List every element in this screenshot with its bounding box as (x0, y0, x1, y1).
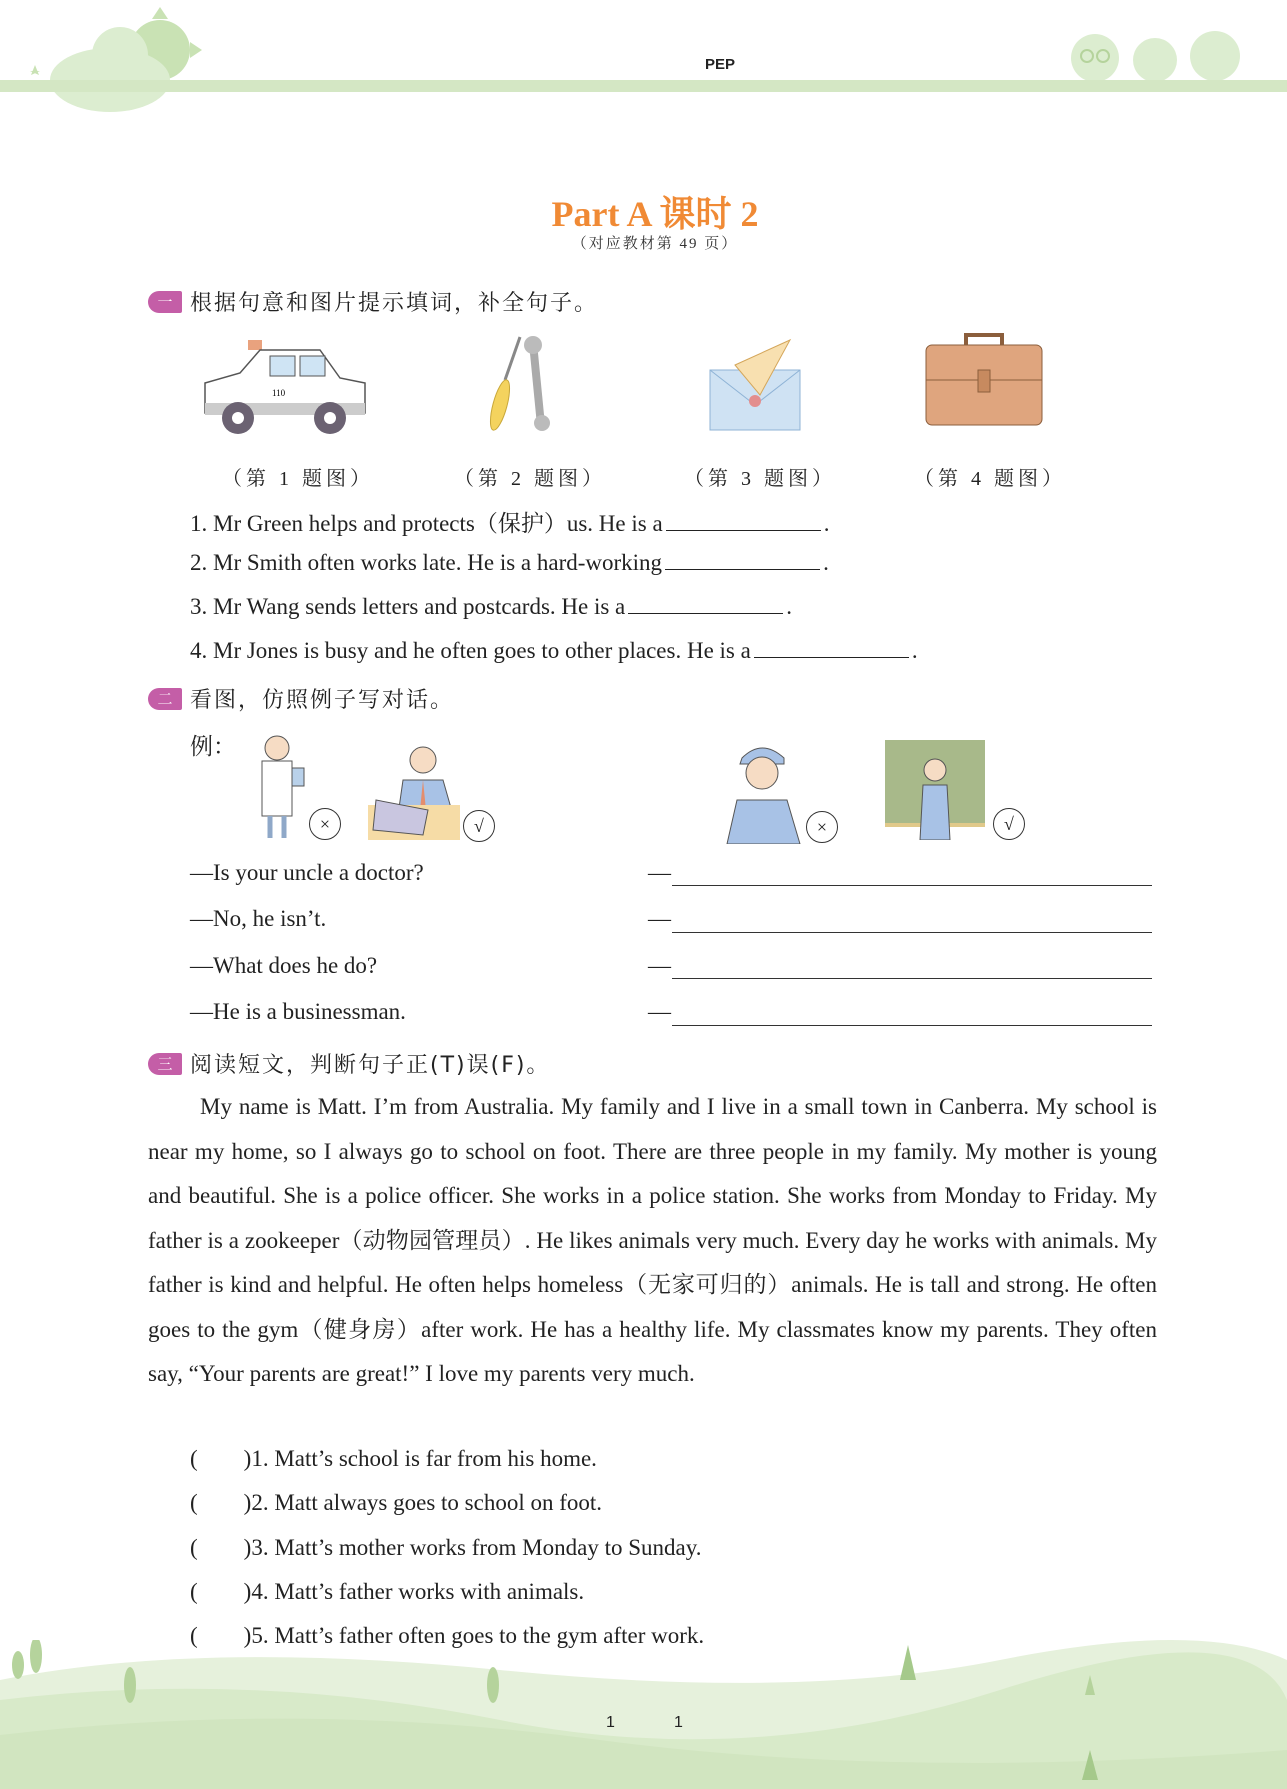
answer-line[interactable] (672, 884, 1152, 886)
envelope-image (705, 335, 805, 435)
tf-question: ( )2. Matt always goes to school on foot. (190, 1490, 603, 1515)
businessman-image (368, 740, 460, 840)
hills-decoration (0, 1640, 1287, 1789)
example-line: —Is your uncle a doctor? (190, 860, 424, 885)
tf-question: ( )1. Matt’s school is far from his home. (190, 1446, 597, 1471)
figure-caption: （第 3 题图） (684, 468, 836, 490)
answer-blank[interactable] (754, 637, 909, 658)
answer-blank[interactable] (666, 510, 821, 531)
fill-item: 1. Mr Green helps and protects（保护）us. He is a . (190, 511, 830, 536)
briefcase-image (924, 330, 1044, 430)
section-badge: 二 (148, 688, 182, 710)
header-band (0, 80, 1287, 92)
fill-item: 4. Mr Jones is busy and he often goes to other places. He is a . (190, 638, 918, 663)
answer-line[interactable] (672, 977, 1152, 979)
example-line: —He is a businessman. (190, 999, 406, 1024)
tf-question: ( )3. Matt’s mother works from Monday to Sunday. (190, 1535, 702, 1560)
section-title: 阅读短文，判断句子正(T)误(F)。 (190, 1053, 551, 1078)
animal-faces-decoration (1060, 20, 1260, 85)
fill-item: 2. Mr Smith often works late. He is a hard-working . (190, 550, 829, 575)
car-number: 110 (272, 388, 286, 398)
answer-bracket[interactable]: ( ) (190, 1623, 252, 1648)
tf-question: ( )5. Matt’s father often goes to the gym after work. (190, 1623, 705, 1648)
police-car-image (200, 338, 372, 438)
worker-woman-image (722, 738, 802, 844)
answer-bracket[interactable]: ( ) (190, 1535, 252, 1560)
series-label: PEP (705, 56, 736, 73)
tf-question: ( )4. Matt’s father works with animals. (190, 1579, 585, 1604)
check-mark: √ (993, 808, 1025, 840)
section-badge: 一 (148, 291, 182, 313)
page-title: Part A 课时 2 (551, 194, 759, 234)
tools-image (485, 335, 565, 435)
reading-passage: My name is Matt. I’m from Australia. My family and I live in a small town in Canberra. My school is near my home, so I always go to school on foot. There are three people in my family. My mother is young and beautiful. She is a police officer. She works in a police station. She works from Monday to Friday. My father is a zookeeper（动物园管理员）. He likes animals very much. Every day he works with animals. My father is kind and helpful. He often helps homeless（无家可归的）animals. He is tall and strong. He often goes to the gym（健身房）after work. He has a healthy life. My classmates know my parents. They often say, “Your parents are great!” I love my parents very much. (148, 1094, 1157, 1386)
example-label: 例： (190, 734, 236, 759)
answer-blank[interactable] (628, 593, 783, 614)
figure-caption: （第 2 题图） (454, 468, 606, 490)
teacher-image (885, 740, 985, 840)
answer-dash: — (648, 953, 671, 978)
section-title: 看图，仿照例子写对话。 (190, 688, 455, 713)
answer-dash: — (648, 906, 671, 931)
figure-caption: （第 4 题图） (914, 468, 1066, 490)
cross-mark: × (806, 811, 838, 843)
sun-cloud-decoration (20, 5, 210, 115)
section-badge: 三 (148, 1053, 182, 1075)
section-2-header (148, 683, 454, 714)
answer-bracket[interactable]: ( ) (190, 1579, 252, 1604)
section-3-header (148, 1048, 550, 1079)
example-line: —What does he do? (190, 953, 378, 978)
answer-bracket[interactable]: ( ) (190, 1490, 252, 1515)
answer-line[interactable] (672, 1024, 1152, 1026)
example-line: —No, he isn’t. (190, 906, 327, 931)
answer-bracket[interactable]: ( ) (190, 1446, 252, 1471)
answer-blank[interactable] (665, 549, 820, 570)
doctor-image (252, 733, 312, 843)
section-title: 根据句意和图片提示填词，补全句子。 (190, 291, 599, 316)
figure-caption: （第 1 题图） (222, 468, 374, 490)
check-mark: √ (463, 810, 495, 842)
cross-mark: × (309, 808, 341, 840)
fill-item: 3. Mr Wang sends letters and postcards. He is a . (190, 594, 793, 619)
answer-line[interactable] (672, 931, 1152, 933)
answer-dash: — (648, 999, 671, 1024)
page-subtitle: （对应教材第 49 页） (571, 236, 739, 252)
page-number: 1 (674, 1714, 683, 1731)
page-number: 1 (606, 1714, 615, 1731)
section-1-header (148, 286, 598, 317)
answer-dash: — (648, 860, 671, 885)
